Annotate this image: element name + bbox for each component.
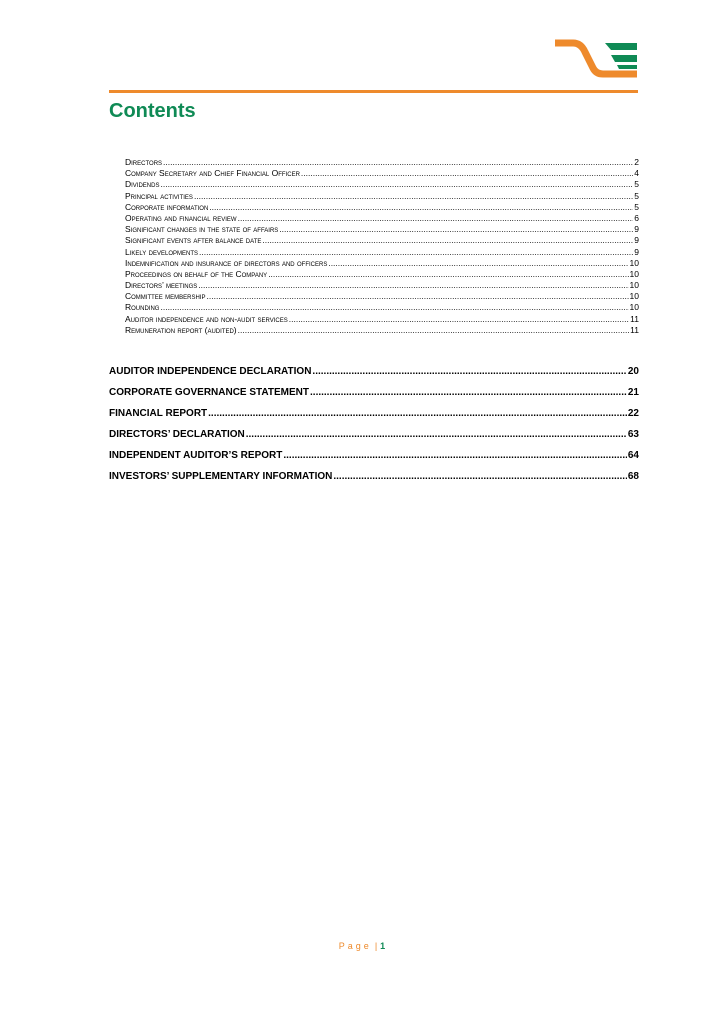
toc-leader-dots	[207, 291, 629, 301]
toc-leader-dots	[262, 235, 633, 245]
toc-leader-dots	[198, 280, 628, 290]
toc-subentry[interactable]	[125, 258, 639, 269]
toc-subentry[interactable]	[125, 202, 639, 213]
footer-separator: |	[374, 941, 378, 951]
toc-subentry[interactable]	[125, 213, 639, 224]
toc-leader-dots	[268, 269, 628, 279]
toc-subentry[interactable]	[125, 191, 639, 202]
toc-subentry[interactable]	[125, 235, 639, 246]
toc-entry-page: 6	[634, 212, 639, 223]
toc-entry[interactable]	[109, 429, 639, 450]
toc-leader-dots	[199, 247, 633, 257]
company-logo-icon	[553, 38, 639, 78]
toc-entry-page: 9	[634, 246, 639, 257]
page-title: Contents	[109, 100, 196, 122]
toc-entry-label: Company Secretary and Chief Financial Officer	[125, 168, 300, 179]
toc-entry-label: Directors’ meetings	[125, 280, 198, 291]
toc-leader-dots	[246, 429, 627, 440]
toc-leader-dots	[238, 213, 634, 223]
toc-entry-page: 11	[630, 313, 639, 324]
toc-entry-page: 10	[629, 268, 639, 279]
toc-leader-dots	[333, 471, 627, 482]
toc-subentry[interactable]	[125, 247, 639, 258]
toc-leader-dots	[279, 224, 633, 234]
toc-entry-label: AUDITOR INDEPENDENCE DECLARATION	[109, 366, 312, 377]
toc-entry-label: Likely developments	[125, 246, 198, 257]
toc-subentry[interactable]	[125, 224, 639, 235]
toc-leader-dots	[310, 387, 627, 398]
toc-subentry[interactable]	[125, 325, 639, 336]
toc-entry-label: Dividends	[125, 179, 160, 190]
toc-subentry[interactable]	[125, 314, 639, 325]
toc-entry-page: 64	[627, 450, 639, 461]
toc-leader-dots	[238, 325, 630, 335]
toc-entry-page: 63	[627, 429, 639, 440]
toc-entry-label: FINANCIAL REPORT	[109, 408, 208, 419]
toc-entry-label: CORPORATE GOVERNANCE STATEMENT	[109, 387, 310, 398]
toc-leader-dots	[283, 450, 627, 461]
toc-entry-label: Operating and financial review	[125, 212, 237, 223]
toc-entry-page: 11	[630, 324, 639, 335]
toc-entry-page: 10	[629, 257, 639, 268]
toc-subsections	[125, 157, 639, 336]
page-footer	[0, 941, 724, 951]
toc-subentry[interactable]	[125, 157, 639, 168]
footer-page-label: Page	[338, 941, 372, 951]
toc-entry-label: Corporate information	[125, 201, 209, 212]
toc-subentry[interactable]	[125, 280, 639, 291]
toc-leader-dots	[328, 258, 628, 268]
toc-entry-label: Committee membership	[125, 291, 206, 302]
header-rule	[109, 90, 638, 93]
toc-leader-dots	[160, 302, 628, 312]
toc-entry-label: Significant events after balance date	[125, 235, 262, 246]
toc-leader-dots	[208, 408, 627, 419]
toc-entry[interactable]	[109, 366, 639, 387]
toc-entry-page: 9	[634, 235, 639, 246]
toc-entry-label: Significant changes in the state of affairs	[125, 224, 279, 235]
toc-leader-dots	[209, 202, 633, 212]
toc-leader-dots	[312, 366, 626, 377]
toc-entry-page: 5	[634, 201, 639, 212]
toc-entry-page: 10	[629, 291, 639, 302]
toc-entry-page: 4	[634, 168, 639, 179]
toc-subentry[interactable]	[125, 291, 639, 302]
toc-entry-page: 10	[629, 302, 639, 313]
footer-page-number: 1	[380, 941, 386, 951]
toc-entry[interactable]	[109, 450, 639, 471]
toc-entry-page: 9	[634, 224, 639, 235]
toc-leader-dots	[289, 314, 629, 324]
toc-entry[interactable]	[109, 471, 639, 492]
toc-sections	[109, 366, 639, 492]
toc-subentry[interactable]	[125, 269, 639, 280]
toc-entry-label: Indemnification and insurance of directors and officers	[125, 257, 328, 268]
toc-entry-label: Proceedings on behalf of the Company	[125, 268, 268, 279]
toc-entry-page: 68	[627, 471, 639, 482]
toc-leader-dots	[194, 191, 633, 201]
toc-entry-label: DIRECTORS’ DECLARATION	[109, 429, 245, 440]
toc-entry-label: INVESTORS’ SUPPLEMENTARY INFORMATION	[109, 471, 333, 482]
toc-subentry[interactable]	[125, 179, 639, 190]
toc-entry[interactable]	[109, 387, 639, 408]
toc-entry-label: Rounding	[125, 302, 160, 313]
toc-entry-page: 2	[634, 157, 639, 167]
toc-entry-page: 20	[627, 366, 639, 377]
toc-entry-label: Auditor independence and non-audit services	[125, 313, 288, 324]
toc-entry-label: Directors	[125, 157, 163, 167]
toc-leader-dots	[163, 157, 633, 167]
toc-entry-label: Principal activities	[125, 190, 193, 201]
toc-entry-page: 5	[634, 190, 639, 201]
toc-leader-dots	[301, 168, 633, 178]
toc-entry-page: 10	[629, 280, 639, 291]
toc-leader-dots	[160, 179, 633, 189]
toc-entry-page: 5	[634, 179, 639, 190]
toc-entry-page: 22	[627, 408, 639, 419]
toc-subentry[interactable]	[125, 302, 639, 313]
toc-entry-label: INDEPENDENT AUDITOR’S REPORT	[109, 450, 283, 461]
toc-subentry[interactable]	[125, 168, 639, 179]
toc-entry-page: 21	[627, 387, 639, 398]
toc-entry-label: Remuneration report (audited)	[125, 324, 237, 335]
toc-entry[interactable]	[109, 408, 639, 429]
